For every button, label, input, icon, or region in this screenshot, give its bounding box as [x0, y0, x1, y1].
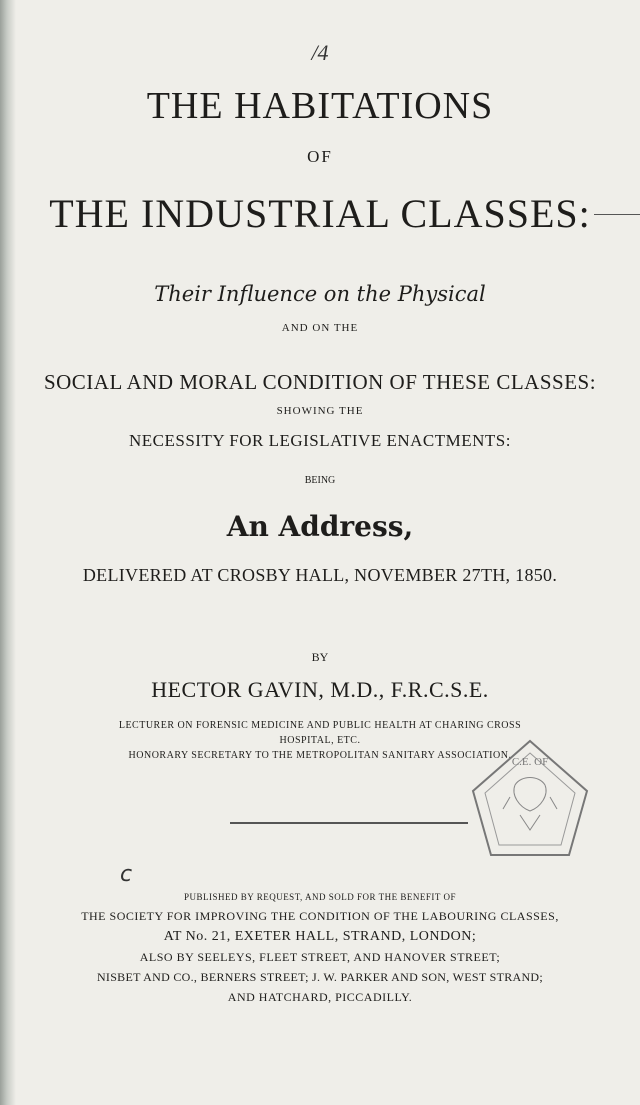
being: BEING	[304, 475, 336, 486]
title-of: OF	[307, 147, 333, 166]
title-line-2: THE INDUSTRIAL CLASSES:	[49, 191, 591, 236]
society-line: THE SOCIETY FOR IMPROVING THE CONDITION OF THE LABOURING CLASSES,	[81, 909, 559, 923]
c-mark: c	[120, 862, 133, 887]
published-line: PUBLISHED BY REQUEST, AND SOLD FOR THE BENEFIT OF	[184, 892, 456, 902]
delivered-line: DELIVERED AT CROSBY HALL, NOVEMBER 27TH, 1850.	[82, 565, 558, 585]
publisher-address-line: AT No. 21, EXETER HALL, STRAND, LONDON;	[163, 929, 477, 944]
library-stamp	[465, 735, 595, 865]
hatchard-line: AND HATCHARD, PICCADILLY.	[227, 990, 413, 1004]
margin-pen-stroke	[594, 214, 640, 215]
title-line-1: THE HABITATIONS	[146, 85, 494, 127]
handwritten-mark: /4	[311, 40, 329, 65]
social-line: SOCIAL AND MORAL CONDITION OF THESE CLASSES:	[43, 370, 597, 394]
nisbet-line: NISBET AND CO., BERNERS STREET; J. W. PARKER AND SON, WEST STRAND;	[96, 970, 544, 984]
necessity-line: NECESSITY FOR LEGISLATIVE ENACTMENTS:	[129, 431, 511, 450]
decorative-rule	[230, 822, 468, 824]
showing-the: SHOWING THE	[276, 405, 364, 417]
author-hospital-line: HOSPITAL, ETC.	[279, 735, 361, 746]
author-lecturer-line: LECTURER ON FORENSIC MEDICINE AND PUBLIC HEALTH AT CHARING CROSS	[118, 720, 522, 731]
author-name: HECTOR GAVIN, M.D., F.R.C.S.E.	[151, 677, 489, 702]
subtitle-gothic: Their Influence on the Physical	[154, 282, 486, 306]
and-on-the: AND ON THE	[281, 322, 359, 334]
also-by-line: ALSO BY SEELEYS, FLEET STREET, AND HANOVER STREET;	[139, 950, 501, 964]
author-honorary-line: HONORARY SECRETARY TO THE METROPOLITAN SANITARY ASSOCIATION.	[128, 750, 512, 761]
stamp-text: C.E. OF	[511, 756, 549, 768]
address-gothic: An Address,	[226, 510, 414, 543]
by-label: BY	[311, 650, 329, 664]
